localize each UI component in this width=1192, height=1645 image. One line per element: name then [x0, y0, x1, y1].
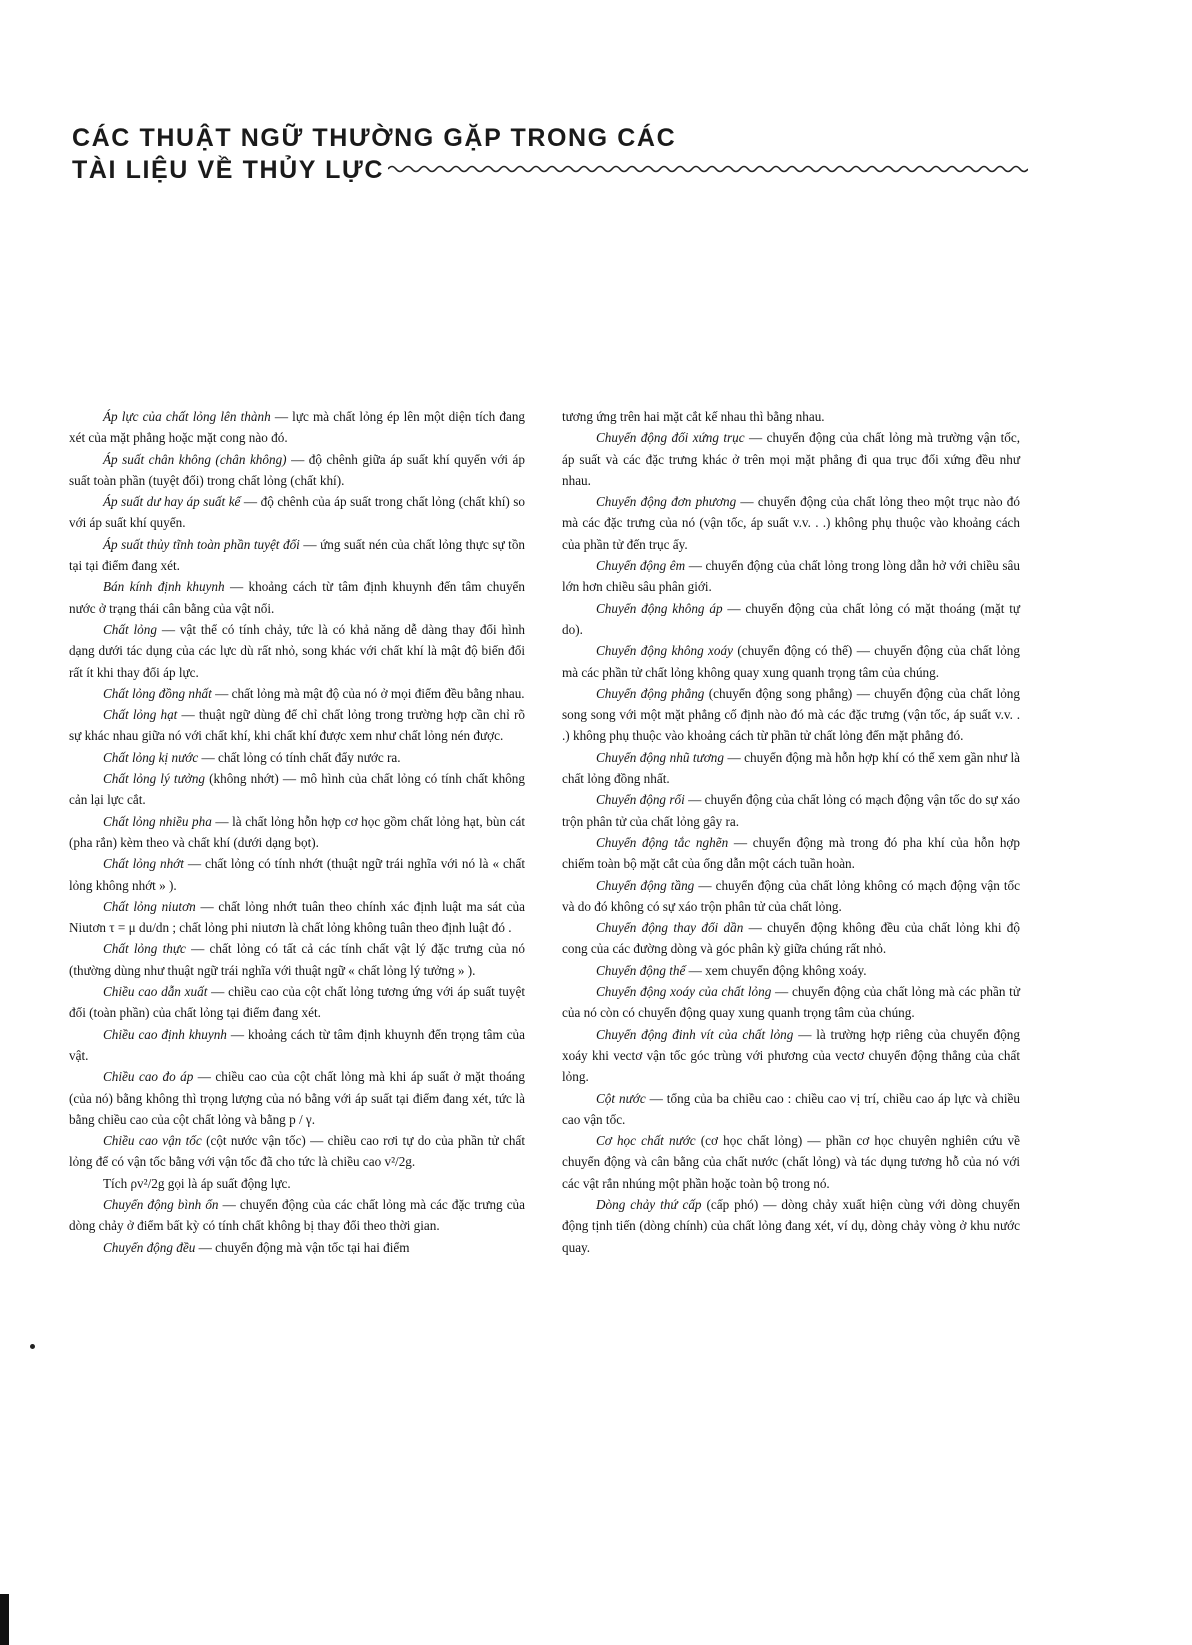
glossary-entry [69, 896, 525, 939]
glossary-entry [562, 491, 1020, 555]
page-edge-bar [0, 1594, 9, 1645]
glossary-term: Chuyển động tầng [596, 877, 695, 893]
glossary-term: Chuyển động tắc nghẽn [596, 834, 729, 850]
glossary-definition: — lực mà chất lỏng ép lên một diện tích đang xét của mặt phẳng hoặc mặt cong nào đó. [69, 409, 526, 446]
glossary-term: Chiều cao định khuynh [103, 1026, 227, 1042]
glossary-entry [562, 683, 1020, 747]
glossary-term: Chuyển động nhũ tương [596, 749, 724, 765]
glossary-term: Áp suất chân không (chân không) [103, 451, 287, 467]
glossary-entry [562, 1130, 1020, 1194]
glossary-entry [69, 1066, 525, 1130]
glossary-term: Chuyển động đơn phương [596, 494, 737, 510]
glossary-entry [69, 1173, 525, 1194]
glossary-term: Chiều cao dẫn xuất [103, 984, 208, 1000]
glossary-definition: — chuyển động của chất lỏng không có mạch động vận tốc và do đó không có sự xáo trộn phân tử của chất lỏng. [562, 877, 1021, 914]
glossary-definition: — chất lỏng có tính chất đẩy nước ra. [198, 749, 401, 765]
glossary-entry [562, 1024, 1020, 1088]
glossary-definition: — chuyển động của chất lỏng có mạch động vận tốc do sự xáo trộn phân tử của chất lỏng gây ra. [562, 792, 1020, 829]
glossary-term: Chuyển động êm [596, 558, 686, 574]
margin-dot [30, 1344, 35, 1349]
glossary-definition: (cơ học chất lỏng) — phần cơ học chuyên nghiên cứu về chuyển động và cân bằng của chất nước (chất lỏng) và tác dụng tương hỗ của nó với các vật rắn nhúng một phần hoặc toàn bộ trong nó. [562, 1133, 1020, 1191]
glossary-term: Chiều cao vận tốc [103, 1133, 202, 1149]
glossary-entry [562, 406, 1020, 427]
glossary-definition: — chiều cao của cột chất lỏng mà khi áp suất ở mặt thoáng (của nó) bằng không thì trọng lượng của nó bằng với áp suất tại điểm đang xét, tức là bằng chiều cao của cột chất lỏng và bằng p / γ. [69, 1069, 525, 1127]
glossary-term: Cơ học chất nước [596, 1133, 696, 1149]
glossary-entry [562, 981, 1020, 1024]
title-line-1: CÁC THUẬT NGỮ THƯỜNG GẶP TRONG CÁC [72, 124, 677, 152]
glossary-definition: — độ chênh giữa áp suất khí quyển với áp suất toàn phần (tuyệt đối) trong chất lỏng (chất khí). [69, 451, 525, 488]
glossary-entry [69, 1237, 525, 1258]
glossary-entry [69, 704, 525, 747]
glossary-definition: — độ chênh của áp suất trong chất lỏng (chất khí) so với áp suất khí quyển. [69, 494, 525, 531]
glossary-definition: — vật thể có tính chảy, tức là có khả năng dễ dàng thay đổi hình dạng dưới tác dụng của các lực dù rất nhỏ, song khác với chất khí là mật độ biến đổi rất ít khi thay đổi áp lực. [69, 621, 526, 680]
glossary-entry [69, 406, 525, 449]
glossary-definition: — chuyển động của chất lỏng mà trường vận tốc, áp suất và các đặc trưng khác ở trên mọi mặt phẳng đi qua trục đối xứng đều như nhau. [562, 430, 1020, 488]
glossary-term: Bán kính định khuynh [103, 579, 225, 595]
glossary-term: Áp lực của chất lỏng lên thành [103, 409, 271, 424]
glossary-definition: — chuyển động của chất lỏng trong lòng dẫn hở với chiều sâu lớn hơn chiều sâu phân giới. [562, 558, 1020, 595]
glossary-term: Chất lỏng kị nước [103, 749, 199, 765]
glossary-term: Chuyển động đinh vít của chất lỏng [596, 1026, 794, 1042]
glossary-definition: — chất lỏng có tính nhớt (thuật ngữ trái nghĩa với nó là « chất lỏng không nhớt » ). [69, 856, 525, 893]
glossary-definition: — chiều cao của cột chất lỏng tương ứng với áp suất tuyệt đối (toàn phần) của chất lỏng tại điểm đang xét. [69, 984, 525, 1021]
wavy-underline-ornament [388, 162, 1028, 176]
glossary-term: Chất lỏng thực [103, 941, 186, 957]
glossary-entry [562, 917, 1020, 960]
glossary-term: Áp suất thủy tĩnh toàn phần tuyệt đối [103, 536, 300, 552]
glossary-definition: — chuyển động của chất lỏng mà các phần tử của nó còn có chuyển động quay xung quanh trọng tâm của chúng. [562, 984, 1020, 1021]
glossary-entry [69, 683, 525, 704]
glossary-definition: — chuyển động không đều của chất lỏng khi độ cong của các đường dòng và góc phân kỳ giữa chúng rất nhỏ. [562, 920, 1020, 957]
glossary-definition: — ứng suất nén của chất lỏng thực sự tồn tại tại điểm đang xét. [69, 536, 526, 574]
glossary-term: Chất lỏng đồng nhất [103, 685, 212, 701]
glossary-term: Chuyển động đều [103, 1239, 196, 1255]
glossary-definition: (không nhớt) — mô hình của chất lỏng có tính chất không cản lại lực cắt. [69, 771, 525, 808]
glossary-entry [69, 619, 525, 683]
glossary-definition: — chất lỏng nhớt tuân theo chính xác định luật ma sát của Niutơn τ = μ du/dn ; chất lỏng phi niutơn là chất lỏng không tuân theo định luật đó . [69, 898, 525, 936]
glossary-entry [69, 938, 525, 981]
title-line-2-row [72, 154, 1032, 186]
glossary-term: Chuyển động thay đổi dần [596, 920, 744, 936]
glossary-entry [562, 747, 1020, 790]
glossary-entry [562, 789, 1020, 832]
glossary-entry [69, 1024, 525, 1067]
glossary-term: Dòng chảy thứ cấp [596, 1196, 702, 1212]
right-column [562, 406, 1020, 1258]
glossary-definition: — khoảng cách từ tâm định khuynh đến trọng tâm của vật. [69, 1026, 525, 1063]
glossary-definition: — xem chuyển động không xoáy. [685, 962, 867, 978]
glossary-definition: — khoảng cách từ tâm định khuynh đến tâm chuyển nước ở trạng thái cân bằng của vật nổi. [69, 579, 526, 616]
glossary-term: Chất lỏng lý tưởng [103, 771, 206, 787]
glossary-entry [562, 875, 1020, 918]
glossary-definition: — chuyển động của chất lỏng theo một trục nào đó mà các đặc trưng của nó (vận tốc, áp suất v.v. . .) không phụ thuộc vào khoảng cách của phần tử đến trục ấy. [562, 494, 1020, 552]
glossary-term: Chuyển động thế [596, 962, 686, 978]
glossary-term: Chuyển động không áp [596, 600, 723, 616]
glossary-definition: (cấp phó) — dòng chảy xuất hiện cùng với dòng chuyển động tịnh tiến (dòng chính) của chất lỏng đang xét, ví dụ, dòng chảy vòng ở khu nước quay. [562, 1196, 1020, 1255]
glossary-definition: (chuyển động song phẳng) — chuyển động của chất lỏng song song với một mặt phẳng cố định nào đó mà các đặc trưng (vận tốc, áp suất v.v. . .) không phụ thuộc vào khoảng cách từ phần tử chất lỏng đến mặt phẳng đó. [562, 685, 1020, 744]
glossary-entry [562, 960, 1020, 981]
glossary-definition: — chuyển động mà vận tốc tại hai điểm [195, 1239, 410, 1255]
glossary-definition: — tổng của ba chiều cao : chiều cao vị trí, chiều cao áp lực và chiều cao vận tốc. [562, 1090, 1021, 1127]
glossary-term: Cột nước [596, 1090, 646, 1106]
glossary-entry [562, 640, 1020, 683]
glossary-term: Áp suất dư hay áp suất kế [103, 494, 241, 510]
glossary-definition: tương ứng trên hai mặt cắt kế nhau thì bằng nhau. [562, 409, 825, 424]
glossary-term: Chuyển động phẳng [596, 685, 705, 701]
glossary-definition: (cột nước vận tốc) — chiều cao rơi tự do của phần tử chất lỏng để có vận tốc bằng với vận tốc đã cho tức là chiều cao v²/2g. [69, 1133, 525, 1170]
glossary-definition: — là trường hợp riêng của chuyển động xoáy khi vectơ vận tốc góc trùng với phương của vectơ chuyển động thẳng của chất lỏng. [562, 1026, 1020, 1085]
glossary-term: Chất lỏng niutơn [103, 898, 196, 914]
glossary-entry [562, 555, 1020, 598]
glossary-entry [69, 768, 525, 811]
glossary-entry [562, 427, 1020, 491]
glossary-entry [562, 1088, 1020, 1131]
glossary-term: Chuyển động đối xứng trục [596, 430, 745, 446]
glossary-definition: — chuyển động của các chất lỏng mà các đặc trưng của dòng chảy ở điểm bất kỳ có tính chất không bị thay đổi theo thời gian. [69, 1196, 526, 1234]
glossary-term: Chất lỏng [103, 621, 157, 637]
glossary-entry [69, 811, 525, 854]
glossary-entry [562, 598, 1020, 641]
glossary-entry [69, 576, 525, 619]
glossary-entry [69, 534, 525, 577]
glossary-definition: — chất lỏng có tất cả các tính chất vật lý đặc trưng của nó (thường dùng như thuật ngữ trái nghĩa với thuật ngữ « chất lỏng lý tưởng » ). [69, 941, 525, 978]
glossary-definition: — chuyển động của chất lỏng có mặt thoáng (mặt tự do). [562, 600, 1021, 637]
glossary-definition: Tích ρv²/2g gọi là áp suất động lực. [103, 1175, 291, 1191]
glossary-definition: — chất lỏng mà mật độ của nó ở mọi điểm đều bằng nhau. [211, 685, 525, 701]
glossary-term: Chuyển động rối [596, 792, 685, 808]
title-line-2: TÀI LIỆU VỀ THỦY LỰC [72, 156, 385, 184]
glossary-entry [69, 747, 525, 768]
glossary-definition: (chuyển động có thế) — chuyển động của chất lỏng mà các phần tử chất lỏng không quay xung quanh trọng tâm của chúng. [562, 643, 1020, 680]
glossary-entry [562, 1194, 1020, 1258]
glossary-entry [69, 449, 525, 492]
glossary-entry [69, 491, 525, 534]
glossary-entry [69, 1194, 525, 1237]
glossary-definition: — chuyển động mà trong đó pha khí của hỗn hợp chiếm toàn bộ mặt cắt của ống dẫn một cách tuần hoàn. [562, 834, 1021, 872]
glossary-definition: — chuyển động mà hỗn hợp khí có thể xem gần như là chất lỏng đồng nhất. [562, 749, 1020, 787]
glossary-term: Chuyển động bình ổn [103, 1196, 219, 1212]
glossary-term: Chất lỏng nhớt [103, 856, 184, 872]
page-title [72, 122, 1032, 186]
glossary-term: Chuyển động không xoáy [596, 643, 733, 659]
glossary-term: Chất lỏng nhiều pha [103, 813, 212, 829]
glossary-definition: — là chất lỏng hỗn hợp cơ học gồm chất lỏng hạt, bùn cát (pha rắn) kèm theo và chất khí (dưới dạng bọt). [69, 813, 525, 850]
glossary-entry [69, 981, 525, 1024]
glossary-entry [562, 832, 1020, 875]
glossary-entry [69, 1130, 525, 1173]
left-column [69, 406, 525, 1258]
glossary-term: Chuyển động xoáy của chất lỏng [596, 984, 772, 1000]
glossary-term: Chất lỏng hạt [103, 707, 178, 723]
glossary-definition: — thuật ngữ dùng để chỉ chất lỏng trong trường hợp cần chỉ rõ sự khác nhau giữa nó với chất khí, khi chất khí được xem như chất lỏng nén được. [69, 707, 525, 744]
glossary-entry [69, 853, 525, 896]
glossary-term: Chiều cao đo áp [103, 1069, 194, 1085]
